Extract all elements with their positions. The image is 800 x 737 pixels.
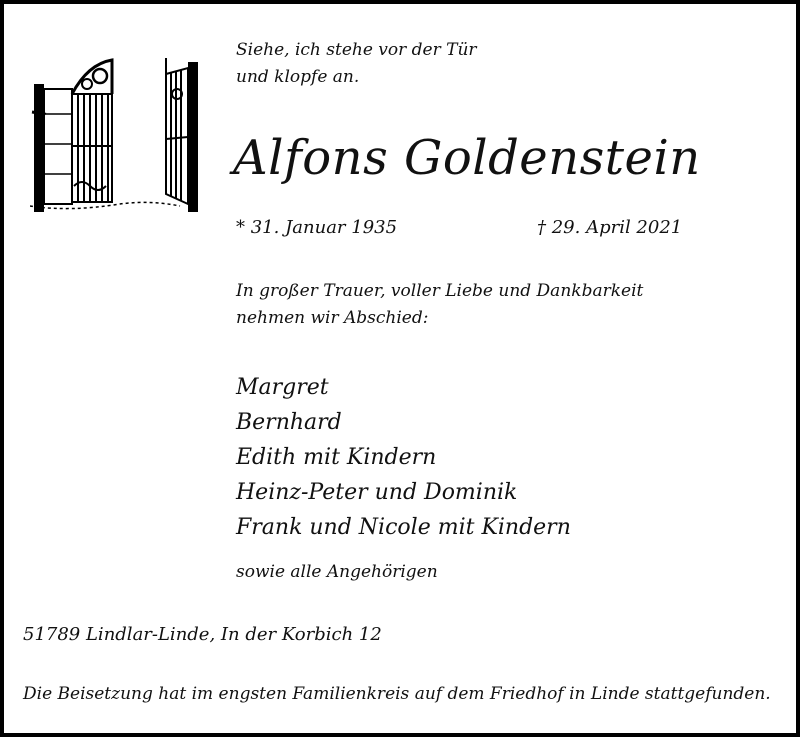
verse-line-1: Siehe, ich stehe vor der Tür (236, 40, 477, 60)
bible-verse (236, 37, 477, 91)
mourning-message (236, 278, 643, 332)
message-line-1: In großer Trauer, voller Liebe und Dankbarkeit (236, 281, 644, 301)
mourners-list (236, 370, 571, 545)
mourner-item: Margret (236, 375, 329, 400)
deceased-name: Alfons Goldenstein (233, 130, 701, 186)
other-relatives: sowie alle Angehörigen (236, 562, 438, 582)
message-line-2: nehmen wir Abschied: (236, 308, 429, 328)
mourner-item: Edith mit Kindern (236, 445, 437, 470)
verse-line-2: und klopfe an. (236, 67, 360, 87)
mourner-item: Heinz-Peter und Dominik (236, 480, 518, 505)
death-date: † 29. April 2021 (537, 217, 683, 238)
mourner-item: Frank und Nicole mit Kindern (236, 515, 571, 540)
funeral-note: Die Beisetzung hat im engsten Familienkreis auf dem Friedhof in Linde stattgefunden. (23, 684, 771, 704)
open-gate-icon (30, 54, 202, 216)
family-address: 51789 Lindlar-Linde, In der Korbich 12 (23, 624, 382, 645)
mourner-item: Bernhard (236, 410, 342, 435)
birth-date: * 31. Januar 1935 (236, 217, 398, 238)
